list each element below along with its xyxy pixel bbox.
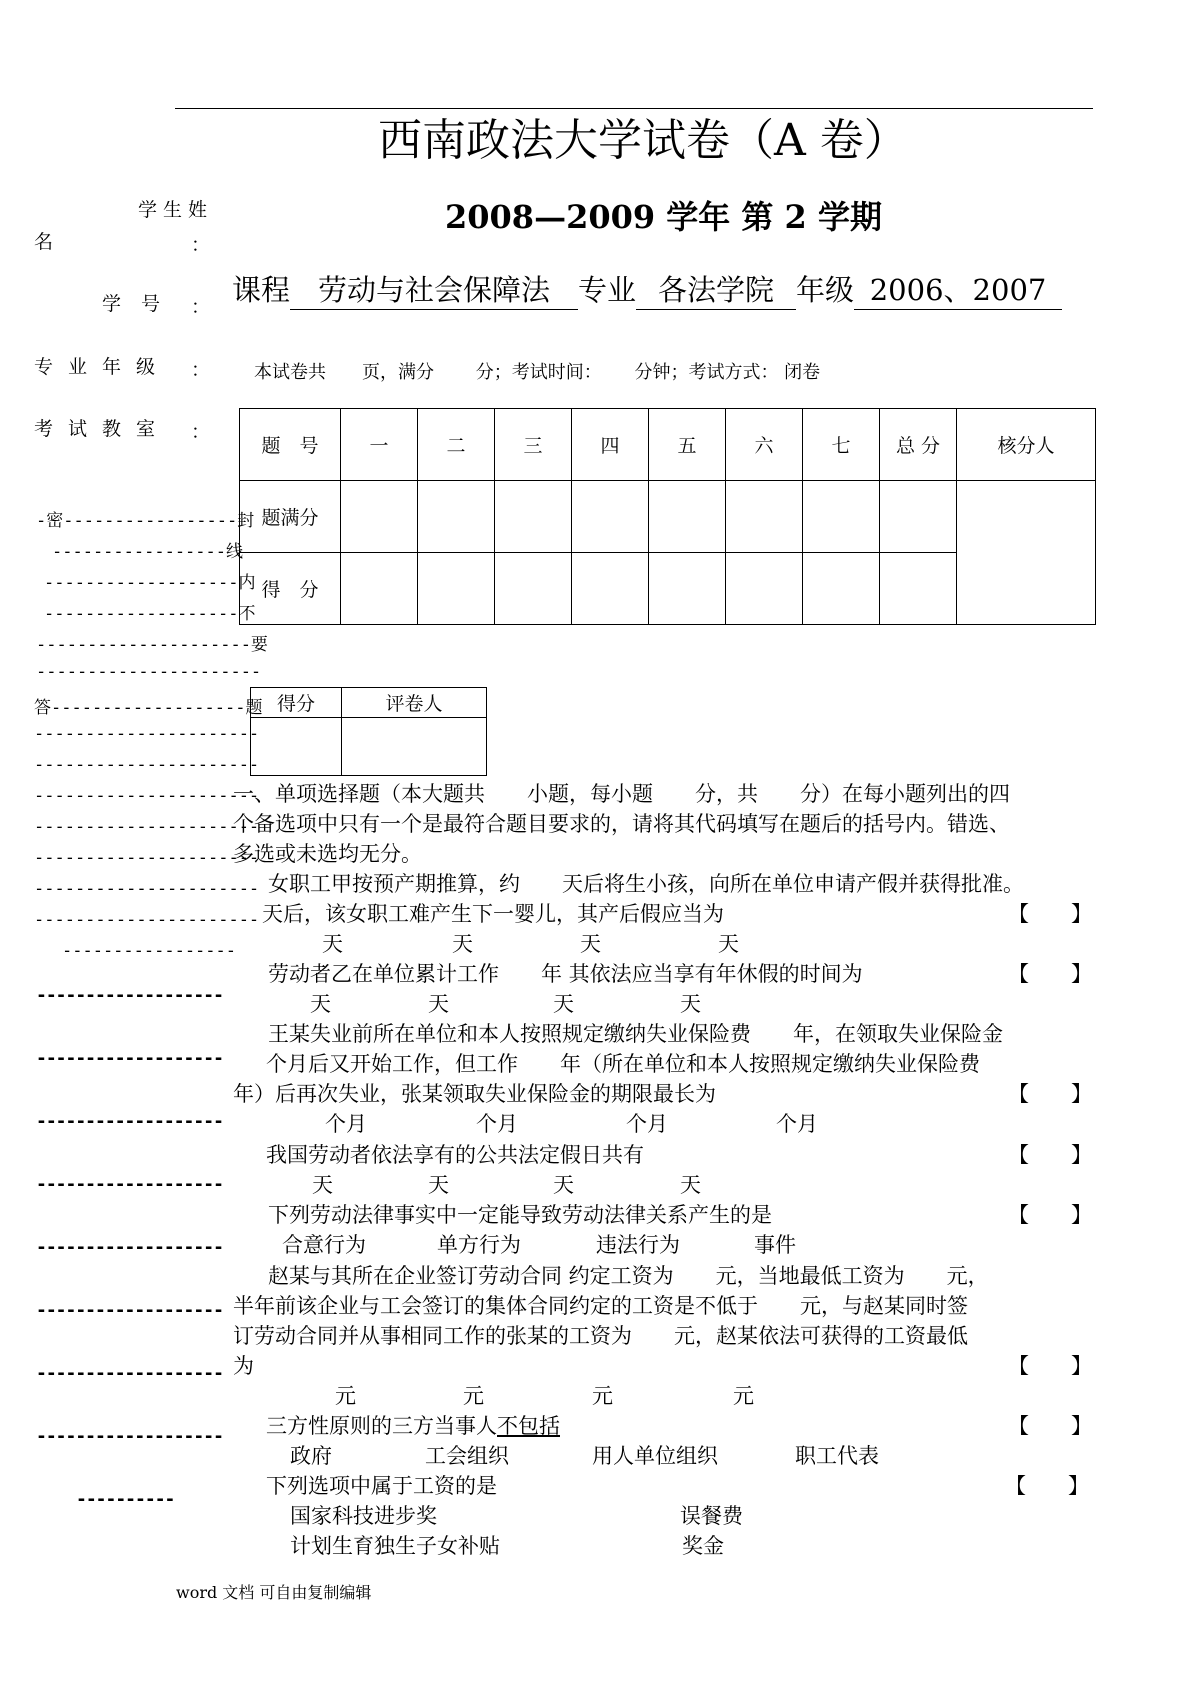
grade-label: 年级 xyxy=(796,273,855,307)
option: 误餐费 xyxy=(680,1504,743,1528)
option: 天 xyxy=(452,932,473,956)
grader-score-cell[interactable] xyxy=(251,718,342,776)
score-cell[interactable] xyxy=(572,481,649,553)
score-cell[interactable] xyxy=(803,553,880,625)
footer-note: word 文档 可自由复制编辑 xyxy=(176,1583,372,1602)
section-instructions-3: 多选或未选均无分。 xyxy=(233,842,422,866)
question-3-line-3: 年）后再次失业，张某领取失业保险金的期限最长为 xyxy=(233,1082,716,1106)
question-6-line-3: 订劳动合同并从事相同工作的张某的工资为 元，赵某依法可获得的工资最低 xyxy=(233,1324,968,1348)
option: 天 xyxy=(580,932,601,956)
question-4: 我国劳动者依法享有的公共法定假日共有 xyxy=(266,1143,644,1167)
option: 天 xyxy=(428,1173,449,1197)
seal-line: ---------------------- xyxy=(34,879,260,899)
option: 天 xyxy=(680,992,701,1016)
question-7-underlined: 不包括 xyxy=(497,1414,560,1438)
score-cell[interactable] xyxy=(418,553,495,625)
student-name-label-2: 名 xyxy=(34,231,66,253)
colon: ： xyxy=(191,359,223,381)
option: 政府 xyxy=(290,1444,332,1468)
option: 奖金 xyxy=(682,1534,724,1558)
grader-name-header: 评卷人 xyxy=(342,688,487,718)
seal-line: ----------------- xyxy=(62,941,236,961)
question-7-text: 三方性原则的三方当事人 xyxy=(266,1414,497,1438)
score-cell[interactable] xyxy=(880,553,957,625)
question-6-line-4: 为 xyxy=(233,1354,254,1378)
seal-line: ---------------------- xyxy=(34,786,260,806)
option: 个月 xyxy=(776,1112,818,1136)
score-cell[interactable] xyxy=(341,481,418,553)
score-cell[interactable] xyxy=(880,481,957,553)
header-cell: 一 xyxy=(341,409,418,481)
major-grade-label: 专业年级 xyxy=(34,356,171,378)
bold-dash: ---------- xyxy=(76,1489,175,1510)
semester-line: 2008—2009 学年 第 2 学期 xyxy=(445,198,882,236)
colon: ： xyxy=(191,421,223,443)
seal-line: -密-----------------封 xyxy=(36,511,255,531)
exam-room-label: 考试教室 xyxy=(34,418,171,440)
answer-bracket[interactable]: 【 】 xyxy=(1005,1474,1089,1498)
question-8: 下列选项中属于工资的是 xyxy=(266,1474,497,1498)
score-cell[interactable] xyxy=(726,481,803,553)
score-cell[interactable] xyxy=(418,481,495,553)
header-cell: 二 xyxy=(418,409,495,481)
grade-value: 2006、2007 xyxy=(854,268,1062,310)
option: 工会组织 xyxy=(425,1444,509,1468)
grader-table xyxy=(250,687,487,776)
answer-bracket[interactable]: 【 】 xyxy=(1008,1143,1092,1167)
answer-bracket[interactable]: 【 】 xyxy=(1008,1414,1092,1438)
seal-line: 答-------------------题 xyxy=(34,698,263,718)
exam-info: 本试卷共 页，满分 分；考试时间： 分钟；考试方式： 闭卷 xyxy=(254,362,821,383)
score-cell[interactable] xyxy=(341,553,418,625)
option: 元 xyxy=(335,1384,356,1408)
option: 个月 xyxy=(476,1112,518,1136)
bold-dash: ------------------- xyxy=(36,1300,223,1321)
option: 元 xyxy=(733,1384,754,1408)
option: 事件 xyxy=(754,1233,796,1257)
option: 天 xyxy=(553,1173,574,1197)
header-cell: 题 号 xyxy=(240,409,341,481)
header-cell: 四 xyxy=(572,409,649,481)
bold-dash: ------------------- xyxy=(36,1237,223,1258)
header-cell: 五 xyxy=(649,409,726,481)
option: 用人单位组织 xyxy=(592,1444,718,1468)
course-row xyxy=(232,268,1062,310)
bold-dash: ------------------- xyxy=(36,1048,223,1069)
question-5: 下列劳动法律事实中一定能导致劳动法律关系产生的是 xyxy=(268,1203,772,1227)
checker-cell[interactable] xyxy=(957,481,1096,625)
seal-line: ---------------------- xyxy=(36,662,262,682)
header-cell: 总 分 xyxy=(880,409,957,481)
question-7 xyxy=(266,1410,560,1440)
score-cell[interactable] xyxy=(649,481,726,553)
bold-dash: ------------------- xyxy=(36,1363,223,1384)
bold-dash: ------------------- xyxy=(36,985,223,1006)
score-cell[interactable] xyxy=(649,553,726,625)
answer-bracket[interactable]: 【 】 xyxy=(1008,1354,1092,1378)
grader-name-cell[interactable] xyxy=(342,718,487,776)
answer-bracket[interactable]: 【 】 xyxy=(1008,962,1092,986)
score-cell[interactable] xyxy=(572,553,649,625)
major-label: 专业 xyxy=(578,273,637,307)
seal-line: ---------------------要 xyxy=(36,635,268,655)
header-cell: 三 xyxy=(495,409,572,481)
major-value: 各法学院 xyxy=(636,268,796,310)
option: 个月 xyxy=(626,1112,668,1136)
course-label: 课程 xyxy=(232,273,291,307)
answer-bracket[interactable]: 【 】 xyxy=(1008,1082,1092,1106)
option: 天 xyxy=(718,932,739,956)
seal-line: -----------------线 xyxy=(52,542,243,562)
option: 职工代表 xyxy=(795,1444,879,1468)
question-1-line-2: 天后，该女职工难产生下一婴儿，其产后假应当为 xyxy=(262,902,724,926)
bold-dash: ------------------- xyxy=(36,1111,223,1132)
option: 天 xyxy=(553,992,574,1016)
option: 元 xyxy=(592,1384,613,1408)
seal-line: ---------------------- xyxy=(34,724,260,744)
score-cell[interactable] xyxy=(495,553,572,625)
option: 天 xyxy=(428,992,449,1016)
option: 合意行为 xyxy=(282,1233,366,1257)
score-cell[interactable] xyxy=(495,481,572,553)
question-6-line-2: 半年前该企业与工会签订的集体合同约定的工资是不低于 元，与赵某同时签 xyxy=(233,1294,968,1318)
bold-dash: ------------------- xyxy=(36,1426,223,1447)
option: 单方行为 xyxy=(437,1233,521,1257)
score-cell[interactable] xyxy=(726,553,803,625)
option: 天 xyxy=(312,1173,333,1197)
question-2: 劳动者乙在单位累计工作 年 其依法应当享有年休假的时间为 xyxy=(268,962,863,986)
option: 天 xyxy=(680,1173,701,1197)
course-value: 劳动与社会保障法 xyxy=(290,268,578,310)
seal-line: ---------------------- xyxy=(34,817,260,837)
seal-line: ---------------------- xyxy=(34,755,260,775)
answer-bracket[interactable]: 【 】 xyxy=(1008,1203,1092,1227)
question-3-line-1: 王某失业前所在单位和本人按照规定缴纳失业保险费 年，在领取失业保险金 xyxy=(268,1022,1003,1046)
section-instructions-2: 个备选项中只有一个是最符合题目要求的，请将其代码填写在题后的括号内。错选、 xyxy=(233,812,1010,836)
question-6-line-1: 赵某与其所在企业签订劳动合同 约定工资为 元，当地最低工资为 元， xyxy=(268,1264,989,1288)
option: 计划生育独生子女补贴 xyxy=(290,1534,500,1558)
seal-line: ---------------------- xyxy=(34,910,260,930)
student-name-label: 学生姓 xyxy=(138,199,214,221)
option: 个月 xyxy=(325,1112,367,1136)
answer-bracket[interactable]: 【 】 xyxy=(1008,902,1092,926)
header-cell: 核分人 xyxy=(957,409,1096,481)
option: 天 xyxy=(310,992,331,1016)
seal-line: -------------------不 xyxy=(44,604,256,624)
option: 天 xyxy=(322,932,343,956)
header-cell: 七 xyxy=(803,409,880,481)
grader-score-header: 得分 xyxy=(251,688,342,718)
header-cell: 六 xyxy=(726,409,803,481)
colon: ： xyxy=(191,234,223,256)
student-no-label: 学号 xyxy=(102,293,181,315)
score-cell[interactable] xyxy=(803,481,880,553)
colon: ： xyxy=(191,296,223,318)
section-instructions-1: 一、单项选择题（本大题共 小题，每小题 分，共 分）在每小题列出的四 xyxy=(233,782,1010,806)
question-3-line-2: 个月后又开始工作，但工作 年（所在单位和本人按照规定缴纳失业保险费 xyxy=(266,1052,980,1076)
seal-line: ---------------------- xyxy=(34,848,260,868)
option: 违法行为 xyxy=(596,1233,680,1257)
option: 元 xyxy=(463,1384,484,1408)
question-1-line-1: 女职工甲按预产期推算，约 天后将生小孩，向所在单位申请产假并获得批准。 xyxy=(268,872,1024,896)
score-table xyxy=(239,408,1096,625)
row-label: 题满分 xyxy=(240,481,341,553)
bold-dash: ------------------- xyxy=(36,1174,223,1195)
seal-line: -------------------内 xyxy=(44,573,256,593)
row-label: 得 分 xyxy=(240,553,341,625)
option: 国家科技进步奖 xyxy=(290,1504,437,1528)
page-title: 西南政法大学试卷（A 卷） xyxy=(378,115,908,166)
